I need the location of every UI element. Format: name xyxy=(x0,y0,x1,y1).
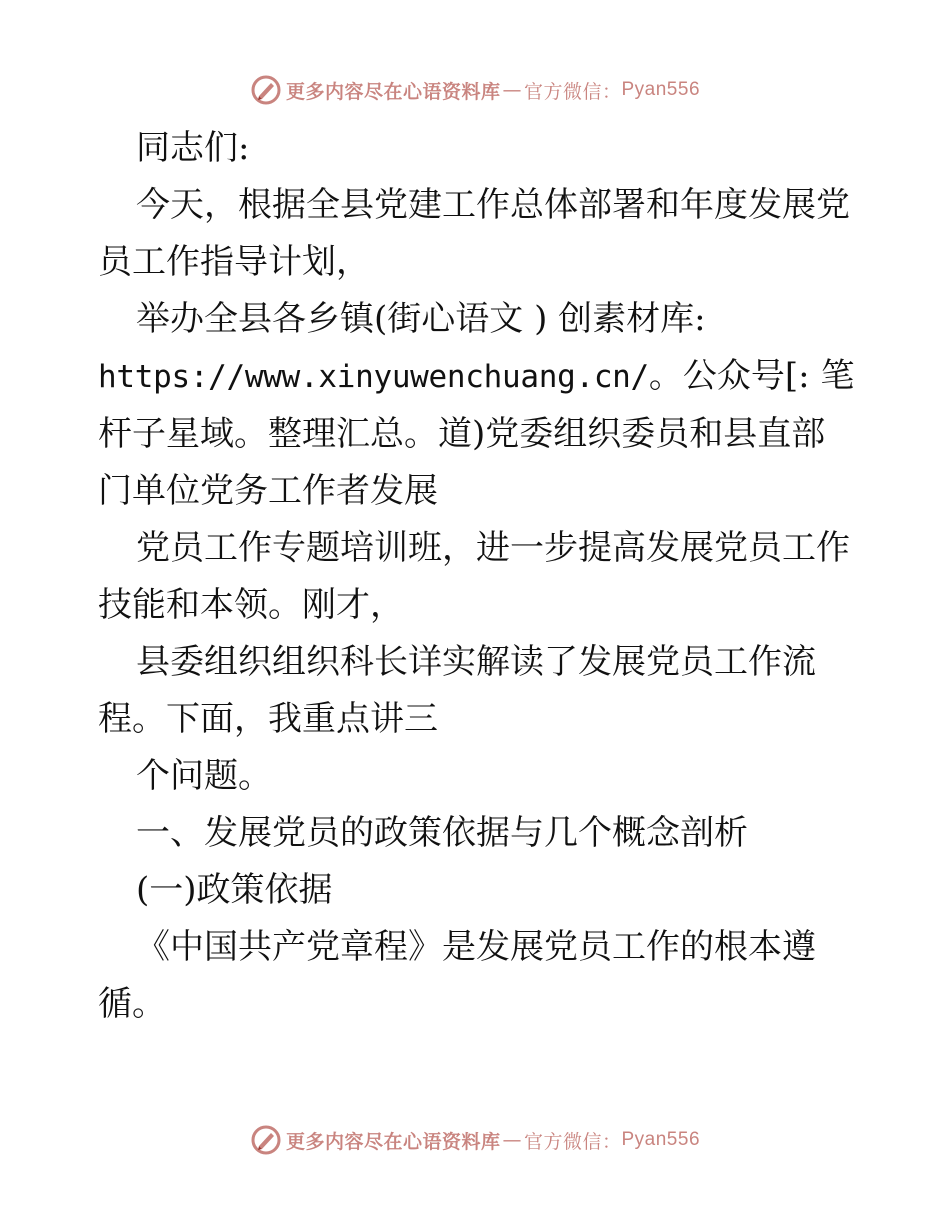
url-text: https://www.xinyuwenchuang.cn/ xyxy=(98,359,649,395)
body-line: 程。下面，我重点讲三 xyxy=(98,699,438,739)
body-line: 今天，根据全县党建工作总体部署和年度发展党 xyxy=(136,185,850,225)
watermark-wechat-id: Pyan556 xyxy=(621,79,701,100)
salutation: 同志们: xyxy=(136,128,250,168)
body-line: 门单位党务工作者发展 xyxy=(98,471,438,511)
section-heading: 一、发展党员的政策依据与几个概念剖析 xyxy=(136,813,748,853)
header-watermark xyxy=(0,70,950,110)
document-body xyxy=(98,120,858,1033)
body-line: 举办全县各乡镇(街心语文 ) 创素材库: xyxy=(136,299,706,339)
watermark-brand: 更多内容尽在心语资料库 xyxy=(285,80,501,103)
watermark-wechat-id: Pyan556 xyxy=(621,1129,701,1150)
body-line: 技能和本领。刚才， xyxy=(98,585,404,625)
pen-logo-icon xyxy=(250,74,282,106)
footer-watermark xyxy=(0,1120,950,1160)
pen-logo-icon xyxy=(250,1124,282,1156)
body-line: 县委组织组织科长详实解读了发展党员工作流 xyxy=(136,642,816,682)
watermark-dash: — xyxy=(502,79,522,101)
body-line: 个问题。 xyxy=(136,756,272,796)
body-line: 循。 xyxy=(98,984,166,1024)
body-line: 《中国共产党章程》是发展党员工作的根本遵 xyxy=(136,927,816,967)
body-line: 员工作指导计划， xyxy=(98,242,370,282)
body-line: 党员工作专题培训班，进一步提高发展党员工作 xyxy=(136,528,850,568)
watermark-brand: 更多内容尽在心语资料库 xyxy=(285,1130,501,1153)
body-line-url xyxy=(98,348,858,406)
body-line-url-tail: 。公众号[: 笔 xyxy=(648,356,855,396)
watermark-dash: — xyxy=(502,1129,522,1151)
subsection-heading: (一)政策依据 xyxy=(136,870,333,910)
watermark-wechat-label: 官方微信： xyxy=(523,1130,622,1153)
watermark-wechat-label: 官方微信： xyxy=(523,80,622,103)
body-line: 杆子星域。整理汇总。道)党委组织委员和县直部 xyxy=(98,414,826,454)
